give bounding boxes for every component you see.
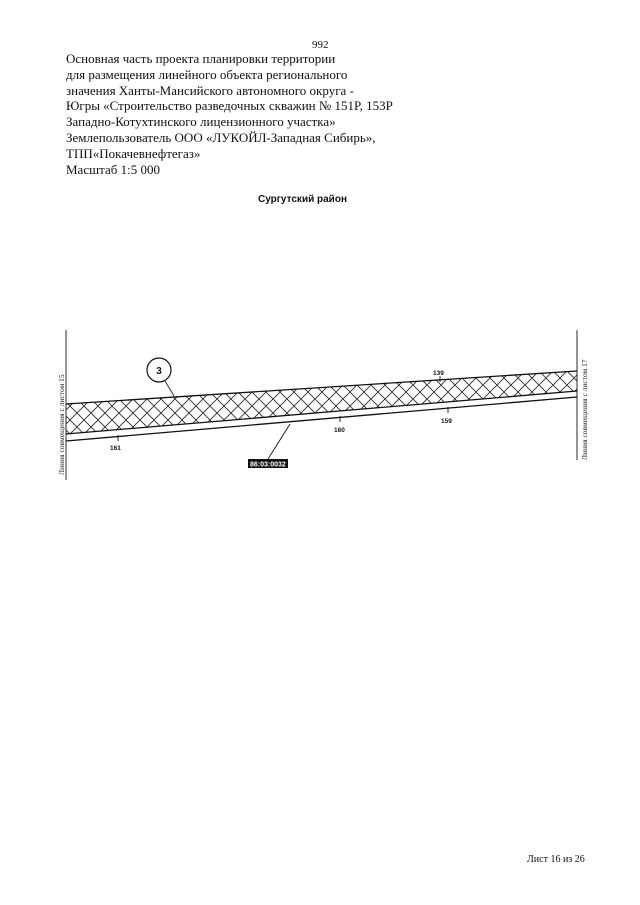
point-marker-159 [441,407,452,425]
point-label-139: 139 [433,370,444,377]
header-line: Югры «Строительство разведочных скважин № 151Р, 153Р [66,98,393,114]
point-label-160: 160 [334,427,345,434]
cadastral-number: 86:03:0032 [250,461,286,469]
point-marker-160 [334,416,345,434]
scale-label: Масштаб 1:5 000 [66,161,160,177]
left-edge-label: Линия совмещения с листом 15 [57,374,66,475]
header-line: для размещения линейного объекта регионального [66,66,348,82]
zone-marker-label: 3 [156,366,162,377]
cadastral-label-group [248,424,290,469]
header-line: Основная часть проекта планировки территории [66,51,336,66]
zone-marker [147,358,174,396]
header-line: Западно-Котухтинского лицензионного участка» [66,114,336,130]
point-label-159: 159 [441,418,452,425]
header-line: значения Ханты-Мансийского автономного округа - [66,82,354,98]
corridor-band [60,360,580,445]
sheet-counter: Лист 16 из 26 [527,854,585,865]
header-line: Землепользователь ООО «ЛУКОЙЛ-Западная Сибирь», [66,129,376,145]
point-label-161: 161 [110,445,121,452]
right-edge-label: Линия совмещения с листом 17 [580,359,589,460]
header-line: ТПП«Покачевнефтегаз» [66,145,201,161]
page-number: 992 [312,39,329,51]
region-title: Сургутский район [258,194,347,205]
